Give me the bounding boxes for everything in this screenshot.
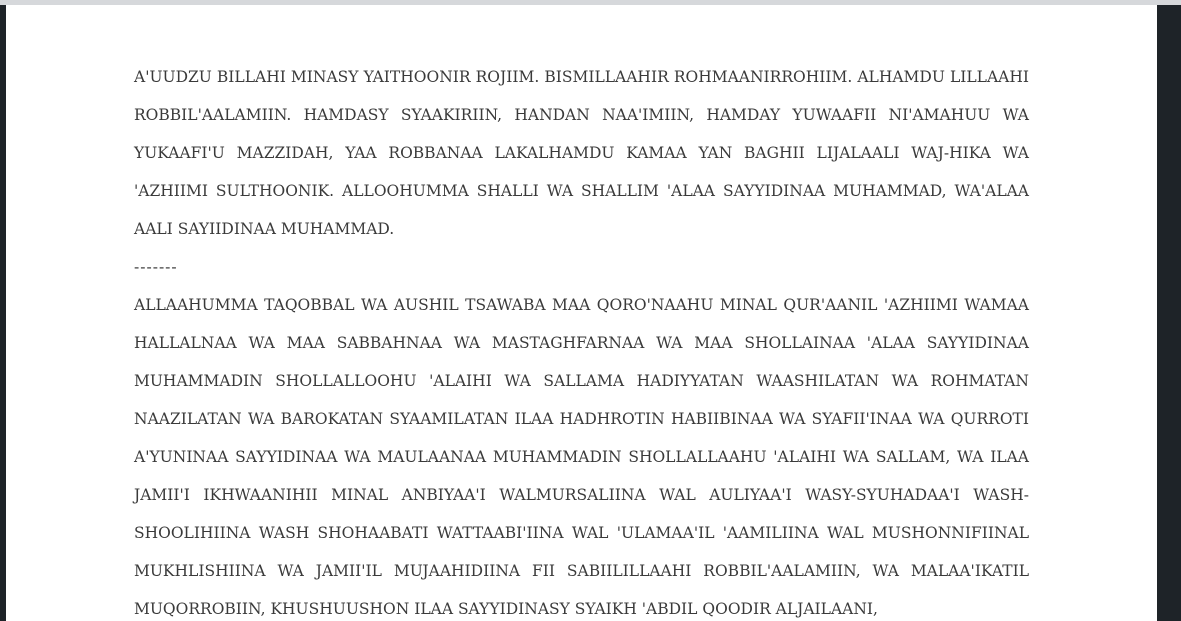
document-page (6, 5, 1157, 621)
tawassul-prayer-paragraph: ALLAAHUMMA TAQOBBAL WA AUSHIL TSAWABA MAA QORO'NAAHU MINAL QUR'AANIL 'AZHIIMI WAMAA HALLALNAA WA MAA SABBAHNAA WA MASTAGHFARNAA WA MAA SHOLLAINAA 'ALAA SAYYIDINAA MUHAMMADIN SHOLLALLOOHU 'ALAIHI WA SALLAMA HADIYYATAN WAASHILATAN WA ROHMATAN NAAZILATAN WA BAROKATAN SYAAMILATAN ILAA HADHROTIN HABIIBINAA WA SYAFII'INAA WA QURROTI A'YUNINAA SAYYIDINAA WA MAULAANAA MUHAMMADIN SHOLLALLAAHU 'ALAIHI WA SALLAM, WA ILAA JAMII'I IKHWAANIHII MINAL ANBIYAA'I WALMURSALIINA WAL AULIYAA'I WASY-SYUHADAA'I WASH-SHOOLIHIINA WASH SHOHAABATI WATTAABI'IINA WAL 'ULAMAA'IL 'AAMILIINA WAL MUSHONNIFIINAL MUKHLISHIINA WA JAMII'IL MUJAAHIDIINA FII SABIILILLAAHI ROBBIL'AALAMIIN, WA MALAA'IKATIL MUQORROBIIN, KHUSHUUSHON ILAA SAYYIDINASY SYAIKH 'ABDIL QOODIR ALJAILAANI, (134, 296, 1029, 618)
right-edge-bar (1157, 5, 1181, 621)
opening-prayer-paragraph: A'UUDZU BILLAHI MINASY YAITHOONIR ROJIIM. BISMILLAAHIR ROHMAANIRROHIIM. ALHAMDU LILLAAHI ROBBIL'AALAMIIN. HAMDASY SYAAKIRIIN, HANDAN NAA'IMIIN, HAMDAY YUWAAFII NI'AMAHUU WA YUKAAFI'U MAZZIDAH, YAA ROBBANAA LAKALHAMDU KAMAA YAN BAGHII LIJALAALI WAJ-HIKA WA 'AZHIIMI SULTHOONIK. ALLOOHUMMA SHALLI WA SHALLIM 'ALAA SAYYIDINAA MUHAMMAD, WA'ALAA AALI SAYIIDINAA MUHAMMAD. (134, 68, 1029, 238)
document-body (134, 58, 1029, 621)
separator-line: ------- (134, 258, 178, 276)
